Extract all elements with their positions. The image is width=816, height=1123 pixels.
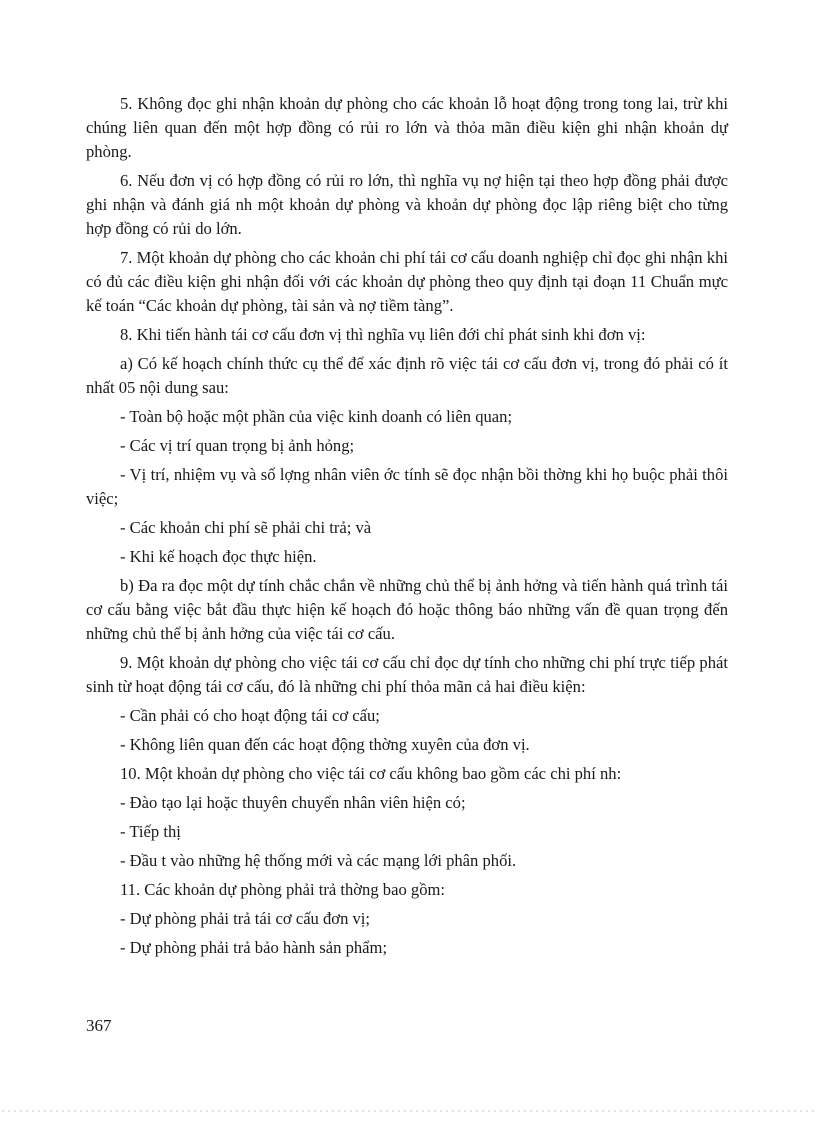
list-item: - Vị trí, nhiệm vụ và số lợng nhân viên ớc tính sẽ đọc nhận bồi thờng khi họ buộc phải thôi việc; <box>86 465 728 508</box>
list-item: - Dự phòng phải trả bảo hành sản phẩm; <box>120 938 388 957</box>
list-item: - Tiếp thị <box>120 822 181 841</box>
paragraph-5: 5. Không đọc ghi nhận khoản dự phòng cho các khoản lỗ hoạt động trong tong lai, trừ khi chúng liên quan đến một hợp đồng có rủi ro lớn và thỏa mãn điều kiện ghi nhận khoản dự phòng. <box>86 94 728 161</box>
list-item: - Khi kế hoạch đọc thực hiện. <box>120 547 317 566</box>
paragraph-11: 11. Các khoản dự phòng phải trả thờng bao gồm: <box>120 880 446 899</box>
list-item: - Không liên quan đến các hoạt động thờng xuyên của đơn vị. <box>120 735 530 754</box>
paragraph-8a: a) Có kế hoạch chính thức cụ thể để xác định rõ việc tái cơ cấu đơn vị, trong đó phải có ít nhất 05 nội dung sau: <box>86 354 728 397</box>
list-item: - Đầu t vào những hệ thống mới và các mạng lới phân phối. <box>120 851 517 870</box>
list-item: - Đào tạo lại hoặc thuyên chuyển nhân viên hiện có; <box>120 793 466 812</box>
document-body <box>86 92 728 965</box>
list-item: - Cần phải có cho hoạt động tái cơ cấu; <box>120 706 380 725</box>
list-item: - Toàn bộ hoặc một phần của việc kinh doanh có liên quan; <box>120 407 513 426</box>
list-item: - Dự phòng phải trả tái cơ cấu đơn vị; <box>120 909 371 928</box>
list-item: - Các vị trí quan trọng bị ảnh hỏng; <box>120 436 355 455</box>
list-item: - Các khoản chi phí sẽ phải chi trả; và <box>120 518 372 537</box>
scan-edge-divider <box>0 1110 816 1112</box>
paragraph-9: 9. Một khoản dự phòng cho việc tái cơ cấu chỉ đọc dự tính cho những chi phí trực tiếp phát sinh từ hoạt động tái cơ cấu, đó là những chi phí thỏa mãn cả hai điều kiện: <box>86 653 728 696</box>
paragraph-8: 8. Khi tiến hành tái cơ cấu đơn vị thì nghĩa vụ liên đới chỉ phát sinh khi đơn vị: <box>120 325 646 344</box>
paragraph-6: 6. Nếu đơn vị có hợp đồng có rủi ro lớn, thì nghĩa vụ nợ hiện tại theo hợp đồng phải được ghi nhận và đánh giá nh một khoản dự phòng và khoản dự phòng đọc lập riêng biệt cho từng hợp đồng có rủi do lớn. <box>86 171 728 238</box>
page-number: 367 <box>86 1016 112 1035</box>
paragraph-10: 10. Một khoản dự phòng cho việc tái cơ cấu không bao gồm các chi phí nh: <box>120 764 622 783</box>
paragraph-7: 7. Một khoản dự phòng cho các khoản chi phí tái cơ cấu doanh nghiệp chỉ đọc ghi nhận khi có đủ các điều kiện ghi nhận đối với các khoản dự phòng theo quy định tại đoạn 11 Chuẩn mực kế toán “Các khoản dự phòng, tài sản và nợ tiềm tàng”. <box>86 248 728 315</box>
paragraph-8b: b) Đa ra đọc một dự tính chắc chắn về những chủ thể bị ảnh hởng và tiến hành quá trình tái cơ cấu bằng việc bắt đầu thực hiện kế hoạch đó hoặc thông báo những vấn đề quan trọng đến những chủ thể bị ảnh hởng của việc tái cơ cấu. <box>86 576 728 643</box>
